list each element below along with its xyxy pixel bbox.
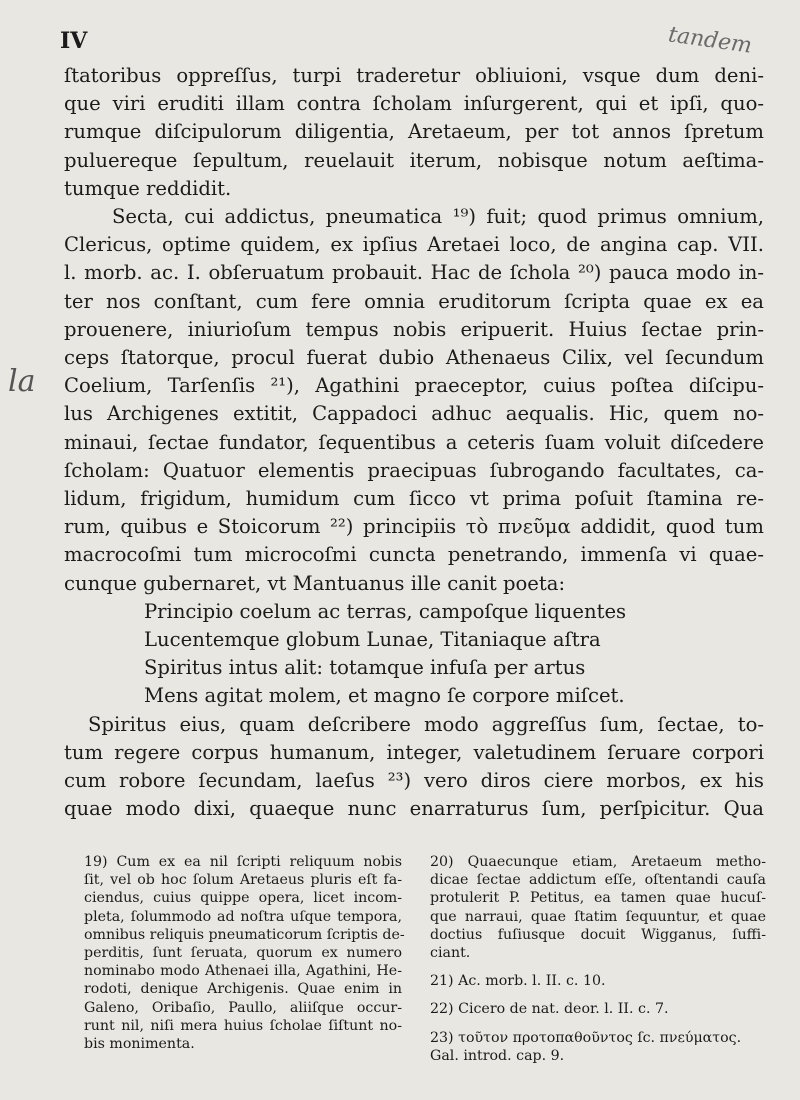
text-line: prouenere, iniurioſum tempus nobis eripuerit. Huius ſectae prin- <box>64 317 764 341</box>
footnote-line <box>430 990 766 1000</box>
text-line: lidum, frigidum, humidum cum ſicco vt prima poſuit ſtamina re- <box>64 487 764 511</box>
handwritten-note-margin: la <box>8 364 36 399</box>
footnote-line: ciendus, cuius quippe opera, licet incom- <box>84 890 402 907</box>
footnote-line: perditis, ſunt ſeruata, quorum ex numero <box>84 945 402 962</box>
verse-quote <box>64 598 764 711</box>
text-line: rumque diſcipulorum diligentia, Aretaeum, per tot annos ſpretum <box>64 120 764 144</box>
handwritten-note-top: tandem <box>666 22 754 59</box>
verse-line: Lucentemque globum Lunae, Titaniaque aſtra <box>144 628 601 652</box>
footnote-line: doctius fuſiusque docuit Wigganus, ſuffi- <box>430 926 766 943</box>
footnote-line: runt nil, niſi mera huius ſcholae ſiſtunt no- <box>84 1017 402 1034</box>
footnote-line: pleta, ſolummodo ad noſtra uſque tempora, <box>84 908 402 925</box>
text-line: que viri eruditi illam contra ſcholam inſurgerent, qui et ipſi, quo- <box>64 92 764 116</box>
main-text <box>64 62 764 823</box>
footnote-line: rodoti, denique Archigenis. Quae enim in <box>84 981 402 998</box>
footnotes-right-column <box>430 853 766 1065</box>
text-line: tumque reddidit. <box>64 176 232 200</box>
text-line: Spiritus eius, quam deſcribere modo aggreſſus ſum, ſectae, to- <box>88 712 764 736</box>
footnote-line <box>430 1019 766 1029</box>
text-line: ſtatoribus oppreſſus, turpi traderetur obliuioni, vsque dum deni- <box>64 64 764 87</box>
text-line: cum robore ſecundam, laeſus ²³) vero diros ciere morbos, ex his <box>64 769 764 793</box>
text-line: tum regere corpus humanum, integer, valetudinem ſeruare corpori <box>64 740 764 764</box>
verse-line: Spiritus intus alit: totamque infuſa per artus <box>144 656 586 680</box>
text-line: macrocoſmi tum microcoſmi cuncta penetrando, immenſa vi quae- <box>64 543 764 567</box>
text-line: rum, quibus e Stoicorum ²²) principiis τὸ πνεῦμα addidit, quod tum <box>64 515 764 539</box>
text-line: ter nos conſtant, cum fere omnia eruditorum ſcripta quae ex ea <box>64 289 764 313</box>
text-line: Secta, cui addictus, pneumatica ¹⁹) fuit; quod primus omnium, <box>112 205 764 229</box>
footnote-line: 22) Cicero de nat. deor. l. II. c. 7. <box>430 1001 669 1018</box>
main-paragraphs <box>64 62 764 598</box>
text-line: l. morb. ac. I. obſeruatum probauit. Hac de ſchola ²⁰) pauca modo in- <box>64 261 764 285</box>
verse-line: Principio coelum ac terras, campoſque liquentes <box>144 599 627 623</box>
footnote-line: Galeno, Oribaſio, Paullo, aliiſque occur- <box>84 999 402 1016</box>
footnote-line: omnibus reliquis pneumaticorum ſcriptis de- <box>84 926 405 943</box>
footnote-line: ſit, vel ob hoc ſolum Aretaeus pluris eſt fa- <box>84 872 402 889</box>
text-line: ſcholam: Quatuor elementis praecipuas ſubrogando facultates, ca- <box>64 458 764 482</box>
page-number: IV <box>60 28 88 54</box>
text-line: cunque gubernaret, vt Mantuanus ille canit poeta: <box>64 571 566 595</box>
footnote-line: 19) Cum ex ea nil ſcripti reliquum nobis <box>84 854 402 870</box>
footnote-line: Gal. introd. cap. 9. <box>430 1047 565 1064</box>
footnote-line: 23) τοῦτον προτοπαθοῦντος ſc. πνεύματος. <box>430 1029 742 1046</box>
footnote-line <box>430 962 766 972</box>
footnote-line: que narraui, quae ſtatim ſequuntur, et quae <box>430 908 766 925</box>
text-line: Clericus, optime quidem, ex ipſius Aretaei loco, de angina cap. VII. <box>64 233 764 257</box>
text-line: quae modo dixi, quaeque nunc enarraturus ſum, perſpicitur. Qua <box>64 797 764 821</box>
verse-line: Mens agitat molem, et magno ſe corpore miſcet. <box>144 684 625 708</box>
text-line: puluereque ſepultum, reuelauit iterum, nobisque notum aeſtima- <box>64 148 764 172</box>
text-line: lus Archigenes extitit, Cappadoci adhuc aequalis. Hic, quem no- <box>64 402 764 426</box>
text-line: ceps ſtatorque, procul fuerat dubio Athenaeus Cilix, vel ſecundum <box>64 346 764 370</box>
footnote-line: protulerit P. Petitus, ea tamen quae hucuſ- <box>430 890 766 907</box>
main-paragraph-after-verse <box>64 711 764 824</box>
footnote-line: 21) Ac. morb. l. II. c. 10. <box>430 973 606 990</box>
text-line: minaui, ſectae fundator, ſequentibus a ceteris ſuam voluit diſcedere <box>64 430 764 454</box>
footnote-line: ciant. <box>430 945 471 962</box>
footnote-line: bis monimenta. <box>84 1036 195 1053</box>
footnotes-left-column <box>84 853 405 1053</box>
footnote-line: dicae ſectae addictum eſſe, oſtentandi cauſa <box>430 872 766 889</box>
footnote-line: 20) Quaecunque etiam, Aretaeum metho- <box>430 854 766 870</box>
footnote-line: nominabo modo Athenaei illa, Agathini, He- <box>84 963 402 980</box>
text-line: Coelium, Tarſenſis ²¹), Agathini praeceptor, cuius poſtea diſcipu- <box>64 374 764 398</box>
